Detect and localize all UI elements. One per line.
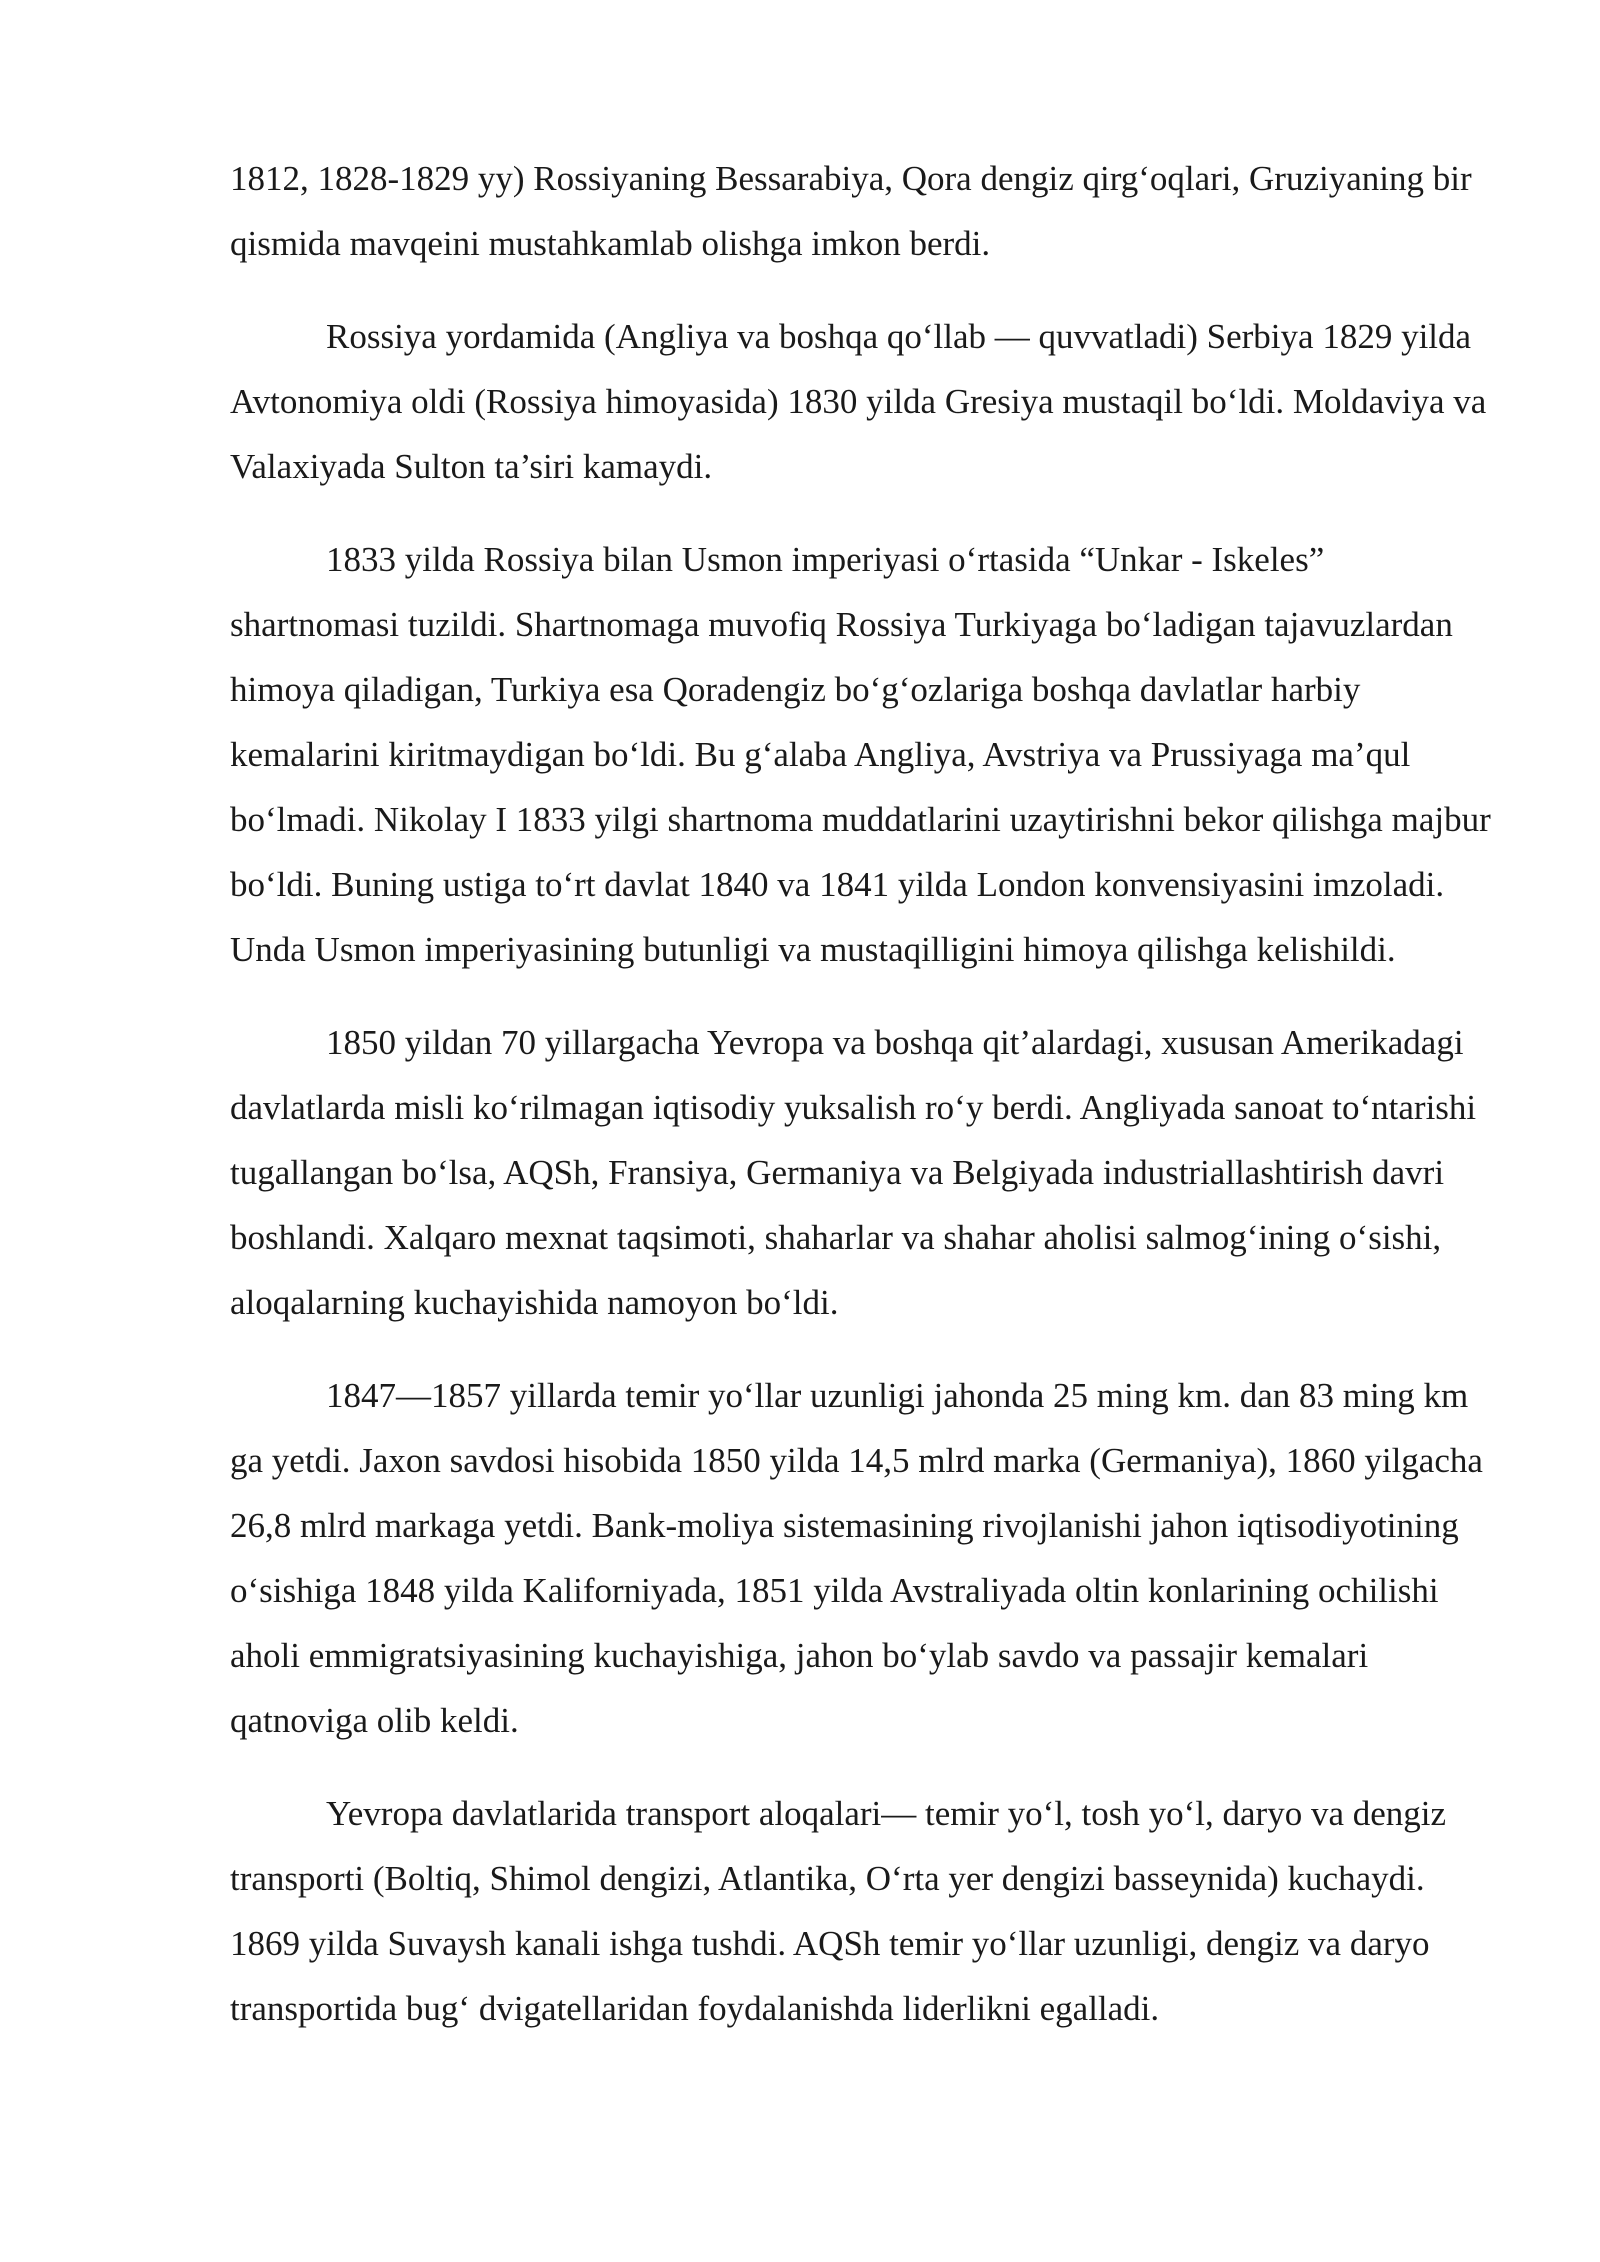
paragraph-2: Rossiya yordamida (Angliya va boshqa qo‘llab — quvvatladi) Serbiya 1829 yilda Avtonomiya oldi (Rossiya himoyasida) 1830 yilda Gresiya mustaqil bo‘ldi. Moldaviya va Valaxiyada Sulton ta’siri kamaydi. (230, 317, 1487, 486)
paragraph-4: 1850 yildan 70 yillargacha Yevropa va boshqa qit’alardagi, xususan Amerikadagi davlatlarda misli ko‘rilmagan iqtisodiy yuksalish ro‘y berdi. Angliyada sanoat to‘ntarishi tugallangan bo‘lsa, AQSh, Fransiya, Germaniya va Belgiyada industriallashtirish davri boshlandi. Xalqaro mexnat taqsimoti, shaharlar va shahar aholisi salmog‘ining o‘sishi, aloqalarning kuchayishida namoyon bo‘ldi. (230, 1023, 1477, 1322)
paragraph-3: 1833 yilda Rossiya bilan Usmon imperiyasi o‘rtasida “Unkar - Iskeles” shartnomasi tuzildi. Shartnomaga muvofiq Rossiya Turkiyaga bo‘ladigan tajavuzlardan himoya qiladigan, Turkiya esa Qoradengiz bo‘g‘ozlariga boshqa davlatlar harbiy kemalarini kiritmaydigan bo‘ldi. Bu g‘alaba Angliya, Avstriya va Prussiyaga ma’qul bo‘lmadi. Nikolay I 1833 yilgi shartnoma muddatlarini uzaytirishni bekor qilishga majbur bo‘ldi. Buning ustiga to‘rt davlat 1840 va 1841 yilda London konvensiyasini imzoladi. Unda Usmon imperiyasining butunligi va mustaqilligini himoya qilishga kelishildi. (230, 540, 1491, 969)
paragraph-6: Yevropa davlatlarida transport aloqalari— temir yo‘l, tosh yo‘l, daryo va dengiz transporti (Boltiq, Shimol dengizi, Atlantika, O‘rta yer dengizi basseynida) kuchaydi. 1869 yilda Suvaysh kanali ishga tushdi. AQSh temir yo‘llar uzunligi, dengiz va daryo transportida bug‘ dvigatellaridan foydalanishda liderlikni egalladi. (230, 1794, 1447, 2028)
paragraph-1: 1812, 1828-1829 yy) Rossiyaning Bessarabiya, Qora dengiz qirg‘oqlari, Gruziyaning bir qismida mavqeini mustahkamlab olishga imkon berdi. (230, 159, 1472, 263)
document-page (230, 146, 1492, 2069)
paragraph-5: 1847—1857 yillarda temir yo‘llar uzunligi jahonda 25 ming km. dan 83 ming km ga yetdi. Jaxon savdosi hisobida 1850 yilda 14,5 mlrd marka (Germaniya), 1860 yilgacha 26,8 mlrd markaga yetdi. Bank-moliya sistemasining rivojlanishi jahon iqtisodiyotining o‘sishiga 1848 yilda Kaliforniyada, 1851 yilda Avstraliyada oltin konlarining ochilishi aholi emmigratsiyasining kuchayishiga, jahon bo‘ylab savdo va passajir kemalari qatnoviga olib keldi. (230, 1376, 1483, 1740)
